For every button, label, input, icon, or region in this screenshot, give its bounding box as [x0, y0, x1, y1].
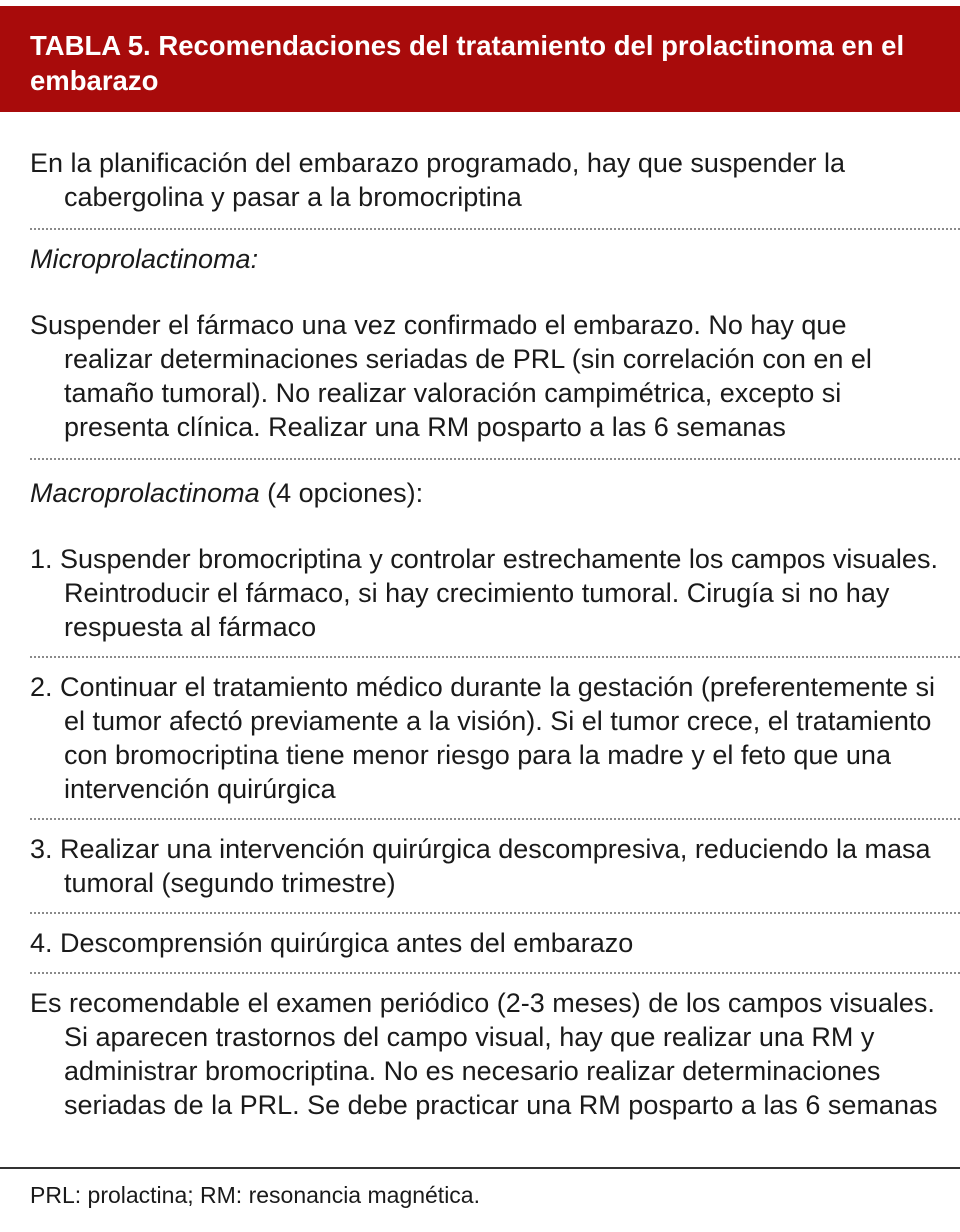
row-option-1	[30, 526, 960, 658]
recommendation-text: Es recomendable el examen periódico (2-3 meses) de los campos visuales. Si aparecen trastornos del campo visual, hay que realizar una RM y administrar bromocriptina. No es necesario realizar determinaciones seriadas de la PRL. Se debe practicar una RM posparto a las 6 semanas	[30, 988, 938, 1120]
micro-heading: Microprolactinoma:	[30, 244, 259, 274]
row-micro-heading	[30, 230, 960, 292]
table-body	[0, 112, 960, 1132]
row-recommendation	[30, 974, 960, 1132]
row-planning	[30, 112, 960, 230]
micro-text: Suspender el fármaco una vez confirmado el embarazo. No hay que realizar determinaciones seriadas de PRL (sin correlación con en el tamaño tumoral). No realizar valoración campimétrica, excepto si presenta clínica. Realizar una RM posparto a las 6 semanas	[30, 310, 872, 442]
option-3-text: 3. Realizar una intervención quirúrgica descompresiva, reduciendo la masa tumoral (segundo trimestre)	[30, 834, 931, 898]
macro-heading-options: (4 opciones):	[259, 478, 424, 508]
row-micro-text	[30, 292, 960, 460]
macro-heading: Macroprolactinoma	[30, 478, 260, 508]
option-4-text: 4. Descomprensión quirúrgica antes del embarazo	[30, 928, 634, 958]
row-option-3	[30, 820, 960, 914]
option-1-text: 1. Suspender bromocriptina y controlar estrechamente los campos visuales. Reintroducir el fármaco, si hay crecimiento tumoral. Cirugía si no hay respuesta al fármaco	[30, 544, 938, 642]
option-2-text: 2. Continuar el tratamiento médico durante la gestación (preferentemente si el tumor afectó previamente a la visión). Si el tumor crece, el tratamiento con bromocriptina tiene menor riesgo para la madre y el feto que una intervención quirúrgica	[30, 672, 936, 804]
table-footnote: PRL: prolactina; RM: resonancia magnética.	[30, 1182, 480, 1208]
row-planning-text: En la planificación del embarazo programado, hay que suspender la cabergolina y pasar a la bromocriptina	[30, 148, 846, 212]
table-title: TABLA 5. Recomendaciones del tratamiento del prolactinoma en el embarazo	[0, 6, 960, 112]
row-option-2	[30, 658, 960, 820]
footer-rule	[0, 1167, 960, 1169]
row-option-4	[30, 914, 960, 974]
row-macro-heading	[30, 460, 960, 526]
